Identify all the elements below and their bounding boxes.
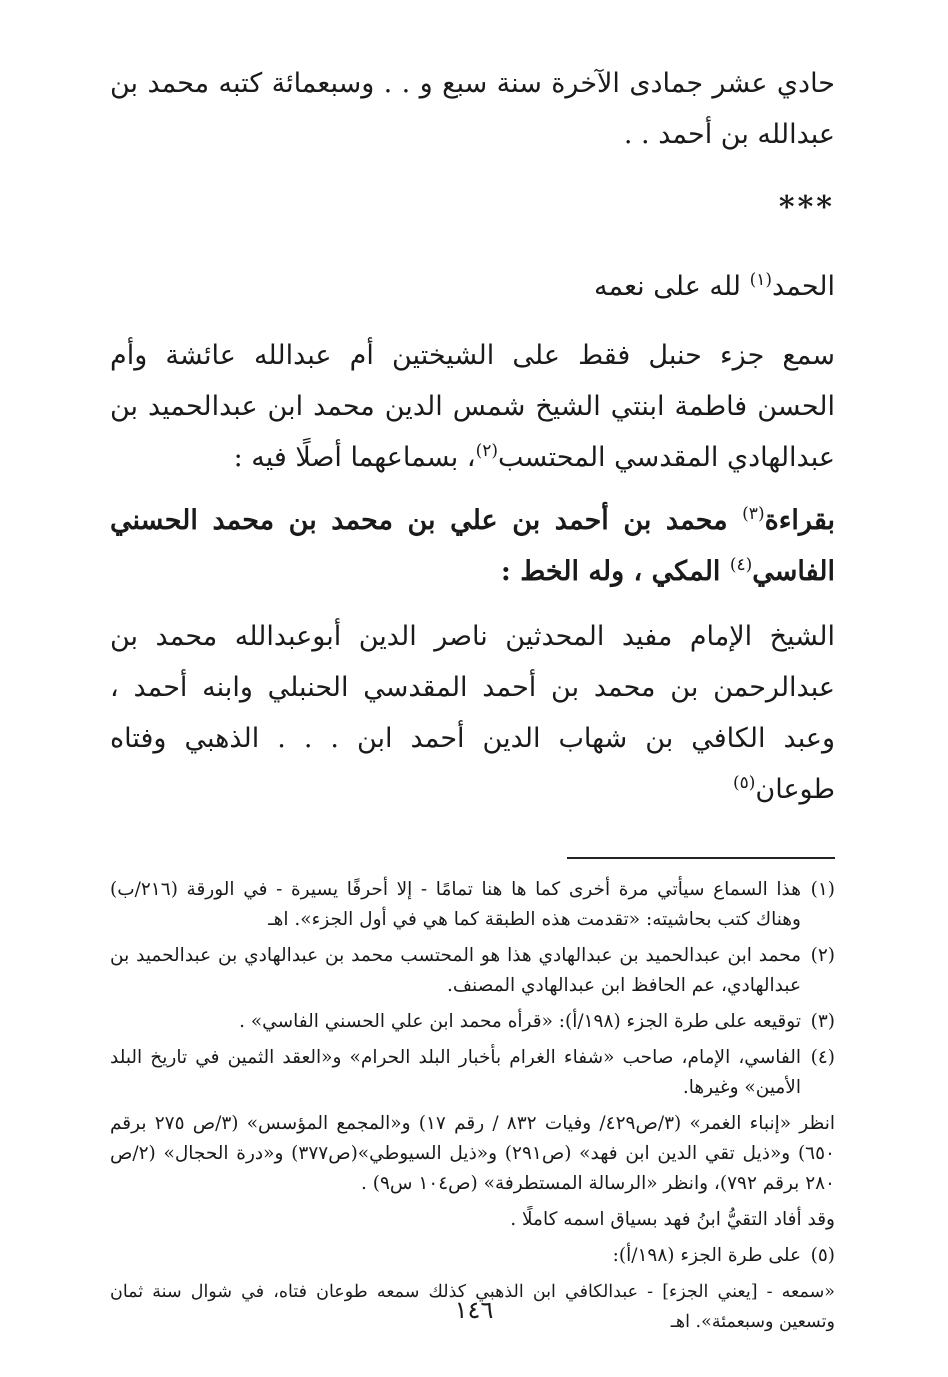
footnotes: [110, 875, 835, 1337]
intro-line: حادي عشر جمادى الآخرة سنة سبع و . . وسبعمائة كتبه محمد بن عبدالله بن أحمد . .: [110, 68, 835, 150]
shaykh-paragraph: [110, 611, 835, 815]
hamd-after: لله على نعمه: [594, 271, 750, 302]
page-number: ١٤٦: [454, 1296, 494, 1324]
footnote-4-note: وقد أفاد التقيُّ ابنُ فهد بسياق اسمه كاملًا .: [510, 1209, 835, 1230]
footnote-text: توقيعه على طرة الجزء (١٩٨/أ): «قرأه محمد ابن علي الحسني الفاسي» .: [239, 1011, 801, 1032]
footnote-text: محمد ابن عبدالحميد بن عبدالهادي هذا هو المحتسب محمد بن عبدالهادي بن عبدالحميد بن عبدالهادي، عم الحافظ ابن عبدالهادي المصنف.: [110, 945, 801, 996]
sama-paragraph: [110, 330, 835, 483]
sama-after: ، بسماعهما أصلًا فيه :: [233, 442, 476, 473]
qiraa-paragraph: [110, 495, 835, 597]
footnote-number: (٢): [810, 945, 835, 966]
qiraa-middle: محمد بن أحمد بن علي بن محمد بن محمد الحسني الفاسي: [110, 505, 835, 587]
footnote-number: (٥): [810, 1245, 835, 1266]
sama-text: سمع جزء حنبل فقط على الشيختين أم عبدالله عائشة وأم الحسن فاطمة ابنتي الشيخ شمس الدين محمد ابن عبدالحميد بن عبدالهادي المقدسي المحتسب: [110, 340, 835, 473]
footnote-text: على طرة الجزء (١٩٨/أ):: [612, 1245, 801, 1266]
footnote-text: الفاسي، الإمام، صاحب «شفاء الغرام بأخبار البلد الحرام» و«العقد الثمين في تاريخ البلد الأمين» وغيرها.: [110, 1047, 801, 1098]
footnote-3: [110, 1007, 835, 1037]
hamd-before: الحمد: [772, 271, 835, 302]
footnote-number: (٤): [810, 1047, 835, 1068]
footnote-5-quote: «سمعه - [يعني الجزء] - عبدالكافي ابن الذهبي كذلك سمعه طوعان فتاه، في شوال سنة ثمان وتسعين وسبعمئة». اهـ: [110, 1282, 835, 1332]
footnote-5: [110, 1241, 835, 1271]
footnote-number: (١): [810, 879, 835, 900]
footnote-ref-4: (٤): [729, 555, 753, 575]
footnote-ref-3: (٣): [742, 504, 765, 524]
footnote-4: [110, 1043, 835, 1103]
footnote-1: [110, 875, 835, 935]
footnote-ref-1: (١): [749, 270, 773, 290]
hamd-line: [110, 261, 835, 312]
footnote-2: [110, 941, 835, 1001]
qiraa-after: المكي ، وله الخط :: [500, 556, 730, 587]
footnote-rule-wrap: [110, 815, 835, 875]
qiraa-before: بقراءة: [764, 505, 835, 536]
footnote-ref-5: (٥): [732, 773, 756, 793]
main-text: [110, 58, 835, 815]
footnote-ref-2: (٢): [475, 441, 499, 461]
section-separator: ***: [778, 190, 835, 225]
shaykh-text: الشيخ الإمام مفيد المحدثين ناصر الدين أبوعبدالله محمد بن عبدالرحمن بن محمد بن أحمد المقدسي الحنبلي وابنه أحمد ، وعبد الكافي بن شهاب الدين أحمد ابن . . . الذهبي وفتاه طوعان: [110, 621, 835, 805]
footnote-number: (٣): [810, 1011, 835, 1032]
footnote-divider: [567, 857, 835, 859]
book-page: [110, 58, 835, 1337]
footnote-4-sources: انظر «إنباء الغمر» (٣/ص٤٢٩/ وفيات ٨٣٢ / رقم ١٧) و«المجمع المؤسس» (٣/ص ٢٧٥ برقم ٦٥٠) و«ذيل تقي الدين ابن فهد» (ص٢٩١) و«ذيل السيوطي»(ص٣٧٧) و«درة الحجال» (٢/ص ٢٨٠ برقم ٧٩٢)، وانظر «الرسالة المستطرفة» (ص١٠٤ س٩) .: [110, 1113, 835, 1194]
footnote-text: هذا السماع سيأتي مرة أخرى كما ها هنا تمامًا - إلا أحرفًا يسيرة - في الورقة (٢١٦/ب) وهناك كتب بحاشيته: «تقدمت هذه الطبقة كما هي في أول الجزء». اهـ: [110, 879, 801, 930]
